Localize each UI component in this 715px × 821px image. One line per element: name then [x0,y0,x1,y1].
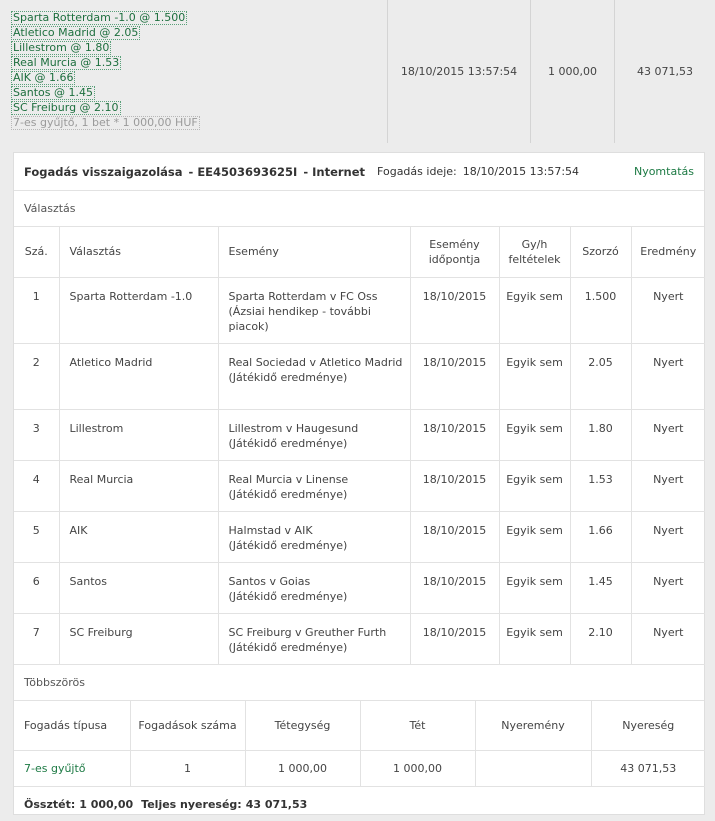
col-header-stake: Tét [360,701,475,751]
row-odds: 2.05 [570,343,631,409]
bet-summary-row [0,0,715,143]
summary-selection[interactable]: Lillestrom @ 1.80 [13,41,110,54]
col-header-odds: Szorzó [570,227,631,277]
table-row [14,562,705,613]
col-header-profit: Nyereség [591,701,705,751]
profit: 43 071,53 [591,751,705,787]
row-ew: Egyik sem [499,460,570,511]
table-row [14,277,705,343]
event-market: (Játékidő eredménye) [228,538,348,552]
row-result: Nyert [631,409,705,460]
col-header-unit-stake: Tétegység [245,701,360,751]
event-name: Halmstad v AIK [228,523,313,537]
receipt-channel: - Internet [303,164,366,179]
col-header-selection: Választás [59,227,218,277]
summary-selections [0,0,388,143]
event-market: (Játékidő eredménye) [228,640,348,654]
row-ew: Egyik sem [499,343,570,409]
summary-selection[interactable]: Atletico Madrid @ 2.05 [13,26,139,39]
table-row [14,460,705,511]
selections-section-label: Választás [14,191,704,227]
row-selection: Sparta Rotterdam -1.0 [59,277,218,343]
bet-type-link[interactable]: 7-es gyűjtő [14,751,130,787]
row-event [218,562,410,613]
table-row [14,343,705,409]
row-odds: 1.500 [570,277,631,343]
summary-selection[interactable]: Real Murcia @ 1.53 [13,56,120,69]
col-header-bet-count: Fogadások száma [130,701,245,751]
col-header-result: Eredmény [631,227,705,277]
event-name: SC Freiburg v Greuther Furth [228,625,387,639]
row-result: Nyert [631,511,705,562]
unit-stake: 1 000,00 [245,751,360,787]
row-no: 6 [14,562,59,613]
winnings [475,751,591,787]
row-event [218,277,410,343]
row-ew: Egyik sem [499,409,570,460]
receipt-time-label: Fogadás ideje: [377,165,457,178]
receipt-header [14,153,704,191]
row-no: 2 [14,343,59,409]
row-result: Nyert [631,343,705,409]
row-selection: Lillestrom [59,409,218,460]
row-result: Nyert [631,277,705,343]
row-result: Nyert [631,460,705,511]
multiples-table [14,701,705,788]
col-header-no: Szá. [14,227,59,277]
event-market: (Játékidő eredménye) [228,436,348,450]
row-odds: 1.80 [570,409,631,460]
row-event [218,460,410,511]
event-name: Santos v Goias [228,574,311,588]
row-ew: Egyik sem [499,277,570,343]
receipt-totals [14,787,704,821]
row-date: 18/10/2015 [410,277,499,343]
receipt-bet-id: - EE4503693625I [188,164,298,179]
summary-bet-line[interactable]: 7-es gyűjtő, 1 bet * 1 000,00 HUF [13,116,198,129]
row-no: 4 [14,460,59,511]
event-market: (Játékidő eredménye) [228,589,348,603]
row-odds: 2.10 [570,613,631,664]
stake: 1 000,00 [360,751,475,787]
row-selection: Atletico Madrid [59,343,218,409]
event-market: (Ázsiai hendikep - további piacok) [228,304,371,333]
row-ew: Egyik sem [499,562,570,613]
row-event [218,511,410,562]
total-stake: 1 000,00 [79,797,134,811]
event-name: Sparta Rotterdam v FC Oss [228,289,378,303]
row-date: 18/10/2015 [410,460,499,511]
total-stake-label: Össztét: [24,797,76,811]
row-result: Nyert [631,562,705,613]
receipt-title: Fogadás visszaigazolása [24,164,183,179]
row-odds: 1.66 [570,511,631,562]
receipt-time: 18/10/2015 13:57:54 [462,165,580,178]
row-date: 18/10/2015 [410,343,499,409]
summary-stake: 1 000,00 [531,0,615,143]
event-name: Lillestrom v Haugesund [228,421,359,435]
summary-selection[interactable]: Santos @ 1.45 [13,86,93,99]
summary-selection[interactable]: Sparta Rotterdam -1.0 @ 1.500 [13,11,186,24]
row-ew: Egyik sem [499,511,570,562]
selections-table [14,227,705,665]
table-row [14,613,705,664]
row-odds: 1.53 [570,460,631,511]
table-row [14,511,705,562]
row-no: 5 [14,511,59,562]
summary-date: 18/10/2015 13:57:54 [388,0,531,143]
col-header-event-time: Esemény időpontja [410,227,499,277]
table-row [14,751,705,787]
total-return-label: Teljes nyereség: [141,797,242,811]
col-header-winnings: Nyeremény [475,701,591,751]
row-event [218,409,410,460]
row-date: 18/10/2015 [410,409,499,460]
event-name: Real Murcia v Linense [228,472,349,486]
total-return: 43 071,53 [245,797,308,811]
multiples-header-row [14,701,705,751]
row-no: 7 [14,613,59,664]
row-selection: Santos [59,562,218,613]
row-event [218,613,410,664]
row-event [218,343,410,409]
row-no: 3 [14,409,59,460]
col-header-event: Esemény [218,227,410,277]
summary-return: 43 071,53 [637,65,693,78]
event-market: (Játékidő eredménye) [228,487,348,501]
bet-receipt-panel [13,152,705,815]
row-selection: SC Freiburg [59,613,218,664]
row-selection: Real Murcia [59,460,218,511]
event-market: (Játékidő eredménye) [228,370,348,384]
row-date: 18/10/2015 [410,613,499,664]
row-selection: AIK [59,511,218,562]
row-no: 1 [14,277,59,343]
row-result: Nyert [631,613,705,664]
table-row [14,409,705,460]
col-header-bet-type: Fogadás típusa [14,701,130,751]
event-name: Real Sociedad v Atletico Madrid [228,355,403,369]
summary-selection[interactable]: AIK @ 1.66 [13,71,74,84]
row-date: 18/10/2015 [410,562,499,613]
selections-header-row [14,227,705,277]
summary-selection[interactable]: SC Freiburg @ 2.10 [13,101,119,114]
bet-count: 1 [130,751,245,787]
row-odds: 1.45 [570,562,631,613]
col-header-ew-terms: Gy/h feltételek [499,227,570,277]
row-ew: Egyik sem [499,613,570,664]
print-link[interactable]: Nyomtatás [633,165,694,178]
row-date: 18/10/2015 [410,511,499,562]
multiples-section-label: Többszörös [14,665,704,701]
